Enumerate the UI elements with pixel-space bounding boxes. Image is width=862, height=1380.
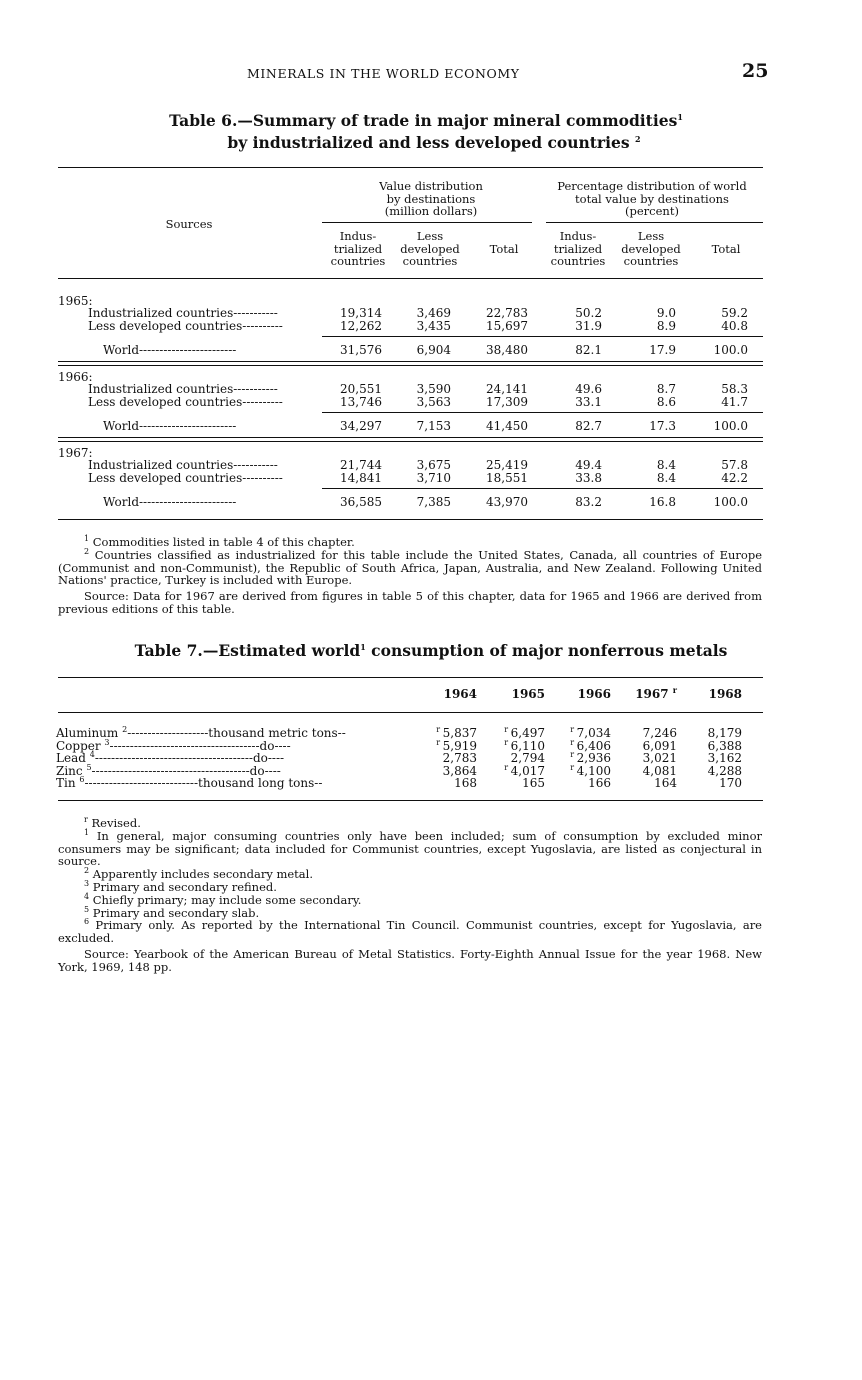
table6-header-bottom-rule xyxy=(58,278,763,279)
table6-world-cell: 100.0 xyxy=(713,419,748,433)
table6-col-less-developed-percent: Less developed countries xyxy=(621,229,681,268)
table7-col-header: 1964 xyxy=(443,687,477,701)
table6-world-cell: 7,153 xyxy=(416,419,451,433)
table7-cell: 164 xyxy=(654,776,677,791)
table6-cell: 3,563 xyxy=(416,395,451,409)
table6-year-label: 1966: xyxy=(58,370,93,384)
table6-cell: 17,309 xyxy=(486,395,528,409)
table6-cell: 8.7 xyxy=(656,382,676,396)
table6-world-cell: 82.1 xyxy=(575,343,602,357)
table7-footnote-3: $^3$ Primary and secondary refined. xyxy=(84,879,277,894)
table6-cell: 40.8 xyxy=(721,319,748,333)
table6-title-note2: 2 xyxy=(634,133,641,144)
table7-cell: 3,864 xyxy=(442,763,477,778)
table6-col-total-value: Total xyxy=(489,242,519,256)
table6-cell: 15,697 xyxy=(486,319,528,333)
table6-title-line2: by industrialized and less developed countries xyxy=(227,133,630,152)
table6-title xyxy=(0,110,862,154)
table6-world-cell: 34,297 xyxy=(340,419,382,433)
table6-cell: 57.8 xyxy=(721,458,748,472)
table6-header-value-rule xyxy=(322,222,532,223)
table6-world-label: World------------------------ xyxy=(103,419,237,433)
table7-cell: $^r$ 6,497 xyxy=(504,725,545,740)
table7-cell: 4,288 xyxy=(707,763,742,778)
table6-cell: 18,551 xyxy=(486,471,528,485)
table6-subtotal-rule xyxy=(322,488,763,489)
table6-header-percent-group: Percentage distribution of world total value by destinations (percent) xyxy=(557,179,747,218)
table6-cell: 20,551 xyxy=(340,382,382,396)
table7-cell: 7,246 xyxy=(642,726,677,740)
table6-world-cell: 6,904 xyxy=(416,343,451,357)
table6-cell: 12,262 xyxy=(340,319,382,333)
table7-cell: $^r$ 2,936 xyxy=(570,750,611,766)
table6-row-label: Less developed countries---------- xyxy=(88,319,283,333)
table6-world-cell: 36,585 xyxy=(340,495,382,509)
table7-cell: 3,021 xyxy=(642,751,677,766)
table6-cell: 3,710 xyxy=(416,471,451,485)
table7-footnotes xyxy=(58,817,762,945)
table7-title: Table 7.—Estimated world$^1$ consumption of major nonferrous metals xyxy=(134,641,728,660)
page-number: 25 xyxy=(742,60,769,82)
running-title: MINERALS IN THE WORLD ECONOMY xyxy=(247,66,520,81)
table6-source: Source: Data for 1967 are derived from figures in table 5 of this chapter, data for 1965 and 1966 are derived from previous editions of this table. xyxy=(58,589,762,616)
table7-cell: $^r$ 5,837 xyxy=(436,725,477,740)
table6-cell: 25,419 xyxy=(486,458,528,472)
table7-cell: 3,162 xyxy=(707,751,742,766)
table7-footnote-5: $^5$ Primary and secondary slab. xyxy=(84,904,260,920)
table6-cell: 19,314 xyxy=(340,306,382,320)
table6-row-label: Less developed countries---------- xyxy=(88,471,283,485)
table6-world-cell: 43,970 xyxy=(486,495,528,509)
table6-title-note1: 1 xyxy=(677,111,683,122)
table7-col-header: 1967 $^r$ xyxy=(635,685,677,701)
table7-cell: 8,179 xyxy=(707,726,742,740)
table6-cell: 50.2 xyxy=(575,306,602,320)
table7-footnote-r: $^r$ Revised. xyxy=(84,815,141,830)
table6-header-value-group: Value distribution by destinations (million dollars) xyxy=(379,179,483,218)
table7-footnote-4: $^4$ Chiefly primary; may include some secondary. xyxy=(84,891,362,907)
table6-title-line1: Table 6.—Summary of trade in major mineral commodities xyxy=(169,111,678,130)
running-head xyxy=(0,60,862,84)
table6-cell: 21,744 xyxy=(340,458,382,472)
table7-cell: 4,081 xyxy=(642,763,677,778)
table6-world-cell: 17.3 xyxy=(649,419,676,433)
table7-cell: 2,783 xyxy=(442,751,477,766)
table7-row-label: Copper $^3$-------------------------------------do---- xyxy=(56,737,291,753)
table6-subtotal-rule xyxy=(322,412,763,413)
table6-world-label: World------------------------ xyxy=(103,495,237,509)
table6-year-label: 1965: xyxy=(58,294,93,308)
table6-world-cell: 7,385 xyxy=(416,495,451,509)
table6-bottom-rule xyxy=(58,519,763,520)
table7-footnote-1: $^1$ In general, major consuming countries only have been included; sum of consumption by excluded minor consumers may be significant; data included for Communist countries, except Yugoslavia, are listed as conjectural in source. xyxy=(58,827,763,869)
table7-cell: 2,794 xyxy=(510,751,545,766)
table7-cell: $^r$ 7,034 xyxy=(570,725,611,740)
table6-section-double-rule xyxy=(58,361,763,366)
table6-col-industrialized-percent: Indus- trialized countries xyxy=(550,229,606,268)
table6-cell: 24,141 xyxy=(486,382,528,396)
table6-footnote-1: $^1$ Commodities listed in table 4 of this chapter. xyxy=(84,534,355,549)
table6-cell: 9.0 xyxy=(656,306,676,320)
table6-header-sources: Sources xyxy=(165,217,213,231)
table6-cell: 42.2 xyxy=(721,471,748,485)
table7-col-header: 1965 xyxy=(511,687,545,701)
table6-cell: 58.3 xyxy=(721,382,748,396)
table7-cell: 166 xyxy=(588,776,611,791)
table6-cell: 3,590 xyxy=(416,382,451,396)
table7-cell: $^r$ 5,919 xyxy=(436,737,477,753)
table6-subtotal-rule xyxy=(322,336,763,337)
table6-top-rule xyxy=(58,167,763,168)
table6-cell: 14,841 xyxy=(340,471,382,485)
table7-footnote-6: $^6$ Primary only. As reported by the International Tin Council. Communist countries, except for Yugoslavia, are excluded. xyxy=(58,917,762,946)
table6-world-cell: 31,576 xyxy=(340,343,382,357)
table6-col-less-developed-value: Less developed countries xyxy=(400,229,460,268)
table6-world-cell: 16.8 xyxy=(649,495,676,509)
table7-bottom-rule xyxy=(58,800,763,801)
table6-col-total-percent: Total xyxy=(711,242,741,256)
table6-section-double-rule xyxy=(58,437,763,442)
table6-header-percent-rule xyxy=(546,222,763,223)
table7-col-header: 1968 xyxy=(708,687,742,701)
table6-footnote-2: $^2$ Countries classified as industrialized for this table include the United States, Canada, all countries of Europe (Communist and non-Communist), the Republic of South Africa, Japan, Australia, and New Zealand. Following United Nations' practice, Turkey is included with Europe. xyxy=(58,546,762,588)
table6-world-cell: 83.2 xyxy=(575,495,602,509)
table6-world-cell: 100.0 xyxy=(713,343,748,357)
table7-footnote-2: $^2$ Apparently includes secondary metal. xyxy=(84,866,313,882)
table6-world-cell: 38,480 xyxy=(486,343,528,357)
table6-cell: 8.6 xyxy=(656,395,676,409)
table7-cell: $^r$ 4,100 xyxy=(570,762,611,778)
table7-cell: 6,388 xyxy=(707,738,742,753)
table6-world-cell: 17.9 xyxy=(649,343,676,357)
table6-cell: 49.6 xyxy=(575,382,602,396)
table6-row-label: Less developed countries---------- xyxy=(88,395,283,409)
table7-row-label: Tin $^6$----------------------------thousand long tons-- xyxy=(56,775,323,791)
table7-header-rule xyxy=(58,712,763,713)
table6-world-label: World------------------------ xyxy=(103,343,237,357)
table6-cell: 3,469 xyxy=(416,306,451,320)
table6-cell: 41.7 xyxy=(721,395,748,409)
table6-col-industrialized-value: Indus- trialized countries xyxy=(330,229,386,268)
table6-cell: 31.9 xyxy=(575,319,602,333)
table6-cell: 13,746 xyxy=(340,395,382,409)
table6-footnotes xyxy=(58,536,762,587)
table6-world-cell: 100.0 xyxy=(713,495,748,509)
table6-cell: 49.4 xyxy=(575,458,602,472)
table6-cell: 8.4 xyxy=(656,458,676,472)
table7-cell: 165 xyxy=(522,776,545,791)
table7-col-header: 1966 xyxy=(577,687,611,701)
table6-row-label: Industrialized countries----------- xyxy=(88,382,278,396)
table6-cell: 59.2 xyxy=(721,306,748,320)
table6-row-label: Industrialized countries----------- xyxy=(88,458,278,472)
table6-year-label: 1967: xyxy=(58,446,93,460)
table7-cell: 168 xyxy=(454,776,477,791)
table6-cell: 22,783 xyxy=(486,306,528,320)
table7-source: Source: Yearbook of the American Bureau of Metal Statistics. Forty-Eighth Annual Issue for the year 1968. New York, 1969, 148 pp. xyxy=(58,947,762,974)
table7-top-rule xyxy=(58,677,763,678)
table6-cell: 33.1 xyxy=(575,395,602,409)
table7-cell: 6,091 xyxy=(642,738,677,753)
table7-row-label: Zinc $^5$---------------------------------------do---- xyxy=(56,762,281,778)
table6-world-cell: 82.7 xyxy=(575,419,602,433)
table6-cell: 8.4 xyxy=(656,471,676,485)
table6-cell: 3,435 xyxy=(416,319,451,333)
table7-cell: $^r$ 6,110 xyxy=(504,737,545,753)
table6-cell: 8.9 xyxy=(656,319,676,333)
table7-cell: $^r$ 4,017 xyxy=(504,762,545,778)
table7-cell: $^r$ 6,406 xyxy=(570,737,611,753)
table7-row-label: Aluminum $^2$--------------------thousand metric tons-- xyxy=(56,725,346,740)
table7-cell: 170 xyxy=(719,776,742,791)
table6-cell: 33.8 xyxy=(575,471,602,485)
table7-col-1967-mark: r xyxy=(672,685,677,695)
table6-world-cell: 41,450 xyxy=(486,419,528,433)
table6-row-label: Industrialized countries----------- xyxy=(88,306,278,320)
table6-cell: 3,675 xyxy=(416,458,451,472)
table7-row-label: Lead $^4$---------------------------------------do---- xyxy=(56,750,285,766)
